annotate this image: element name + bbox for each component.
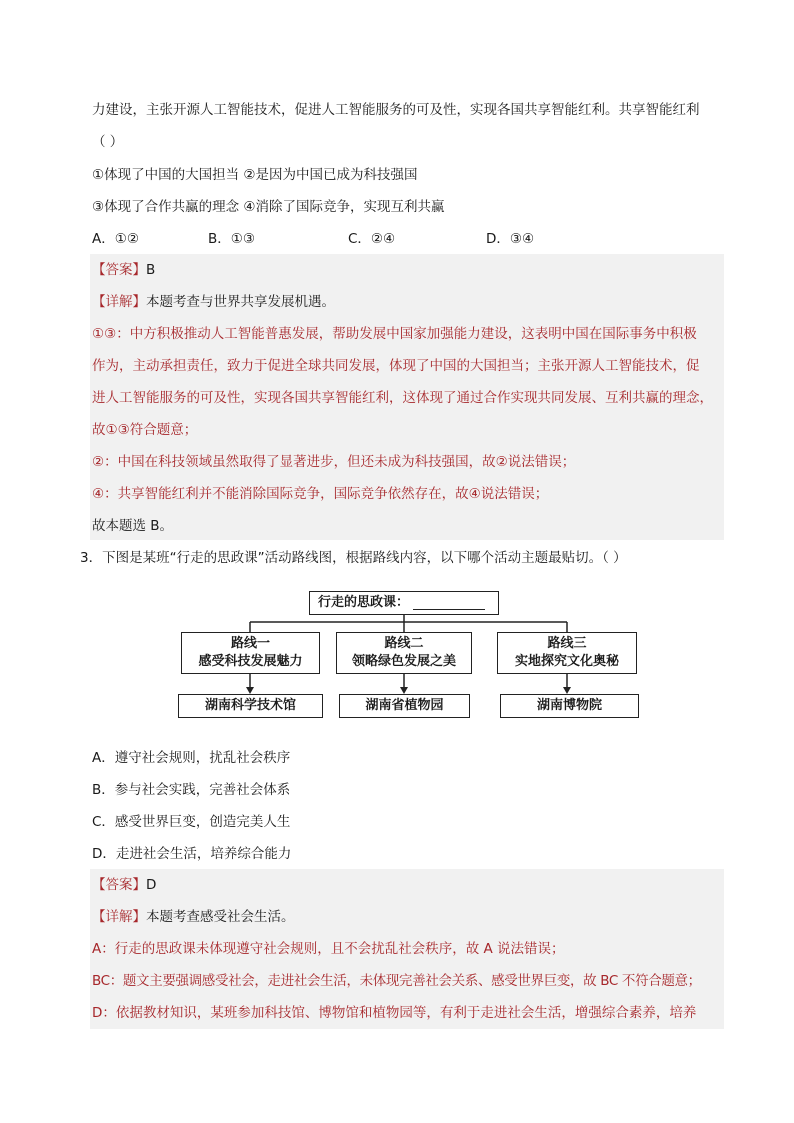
q3-answer <box>92 875 156 895</box>
route-theme: 实地探究文化奥秘 <box>514 654 619 669</box>
route-name: 路线三 <box>547 636 587 651</box>
answer-tag: 【答案】 <box>92 877 146 893</box>
place-box-3 <box>500 694 639 718</box>
route-name: 路线一 <box>230 636 270 651</box>
answer-tag: 【答案】 <box>92 262 146 278</box>
route-theme: 领略绿色发展之美 <box>351 654 456 669</box>
q3-analysis-line: A：行走的思政课未体现遵守社会规则，且不会扰乱社会秩序，故 A 说法错误； <box>92 941 565 957</box>
route-box-1 <box>181 632 320 674</box>
q2-analysis-line: 作为，主动承担责任，致力于促进全球共同发展，体现了中国的大国担当；主张开源人工智能技术，促 <box>92 358 700 374</box>
place-name: 湖南科学技术馆 <box>204 698 296 713</box>
route-name: 路线二 <box>384 636 424 651</box>
q2-option-c: C．②④ <box>348 231 396 247</box>
place-box-2 <box>339 694 470 718</box>
detail-tag: 【详解】 <box>92 909 146 925</box>
q2-analysis-line: ①③：中方积极推动人工智能普惠发展，帮助发展中国家加强能力建设，这表明中国在国际事务中积极 <box>92 326 697 342</box>
q3-option-d: D．走进社会生活，培养综合能力 <box>92 846 292 862</box>
q2-answer-bracket: （ ） <box>92 134 124 150</box>
place-name: 湖南博物院 <box>536 698 602 713</box>
q2-analysis-line: 进人工智能服务的可及性，实现各国共享智能红利，这体现了通过合作实现共同发展、互利共赢的理念， <box>92 390 713 406</box>
route-box-3 <box>497 632 637 674</box>
q3-option-a: A．遵守社会规则，扰乱社会秩序 <box>92 750 291 766</box>
q3-option-b: B．参与社会实践，完善社会体系 <box>92 782 291 798</box>
place-name: 湖南省植物园 <box>365 698 444 713</box>
detail-intro: 本题考查与世界共享发展机遇。 <box>146 294 335 310</box>
answer-value: B <box>146 262 156 278</box>
q2-option-d: D．③④ <box>486 231 535 247</box>
q3-analysis-line: BC：题文主要强调感受社会，走进社会生活，未体现完善社会关系、感受世界巨变，故 BC 不符合题意； <box>92 973 701 989</box>
q3-stem: 3．下图是某班“行走的思政课”活动路线图，根据路线内容，以下哪个活动主题最贴切。（ ） <box>80 550 627 566</box>
q2-stem-line1: 力建设，主张开源人工智能技术，促进人工智能服务的可及性，实现各国共享智能红利。共享智能红利 <box>92 102 700 118</box>
diagram-title: 行走的思政课： <box>318 595 410 610</box>
route-theme: 感受科技发展魅力 <box>198 654 303 669</box>
q3-detail <box>92 907 295 927</box>
q3-option-c: C．感受世界巨变，创造完美人生 <box>92 814 291 830</box>
answer-value: D <box>146 877 157 893</box>
q2-option-b: B．①③ <box>208 231 255 247</box>
q2-analysis-line: ④：共享智能红利并不能消除国际竞争，国际竞争依然存在，故④说法错误； <box>92 486 549 502</box>
route-box-2 <box>336 632 472 674</box>
q2-option-a: A．①② <box>92 231 139 247</box>
detail-tag: 【详解】 <box>92 294 146 310</box>
q2-conclusion: 故本题选 B。 <box>92 518 174 534</box>
place-box-1 <box>178 694 323 718</box>
detail-intro: 本题考查感受社会生活。 <box>146 909 295 925</box>
q2-statements-3-4: ③体现了合作共赢的理念 ④消除了国际竞争，实现互利共赢 <box>92 199 445 215</box>
q2-analysis-line: ②：中国在科技领域虽然取得了显著进步，但还未成为科技强国，故②说法错误； <box>92 454 576 470</box>
q2-analysis-line: 故①③符合题意； <box>92 422 198 438</box>
q2-statements-1-2: ①体现了中国的大国担当 ②是因为中国已成为科技强国 <box>92 167 418 183</box>
q3-analysis-line: D：依据教材知识，某班参加科技馆、博物馆和植物园等，有利于走进社会生活，增强综合素养，培养 <box>92 1005 697 1021</box>
